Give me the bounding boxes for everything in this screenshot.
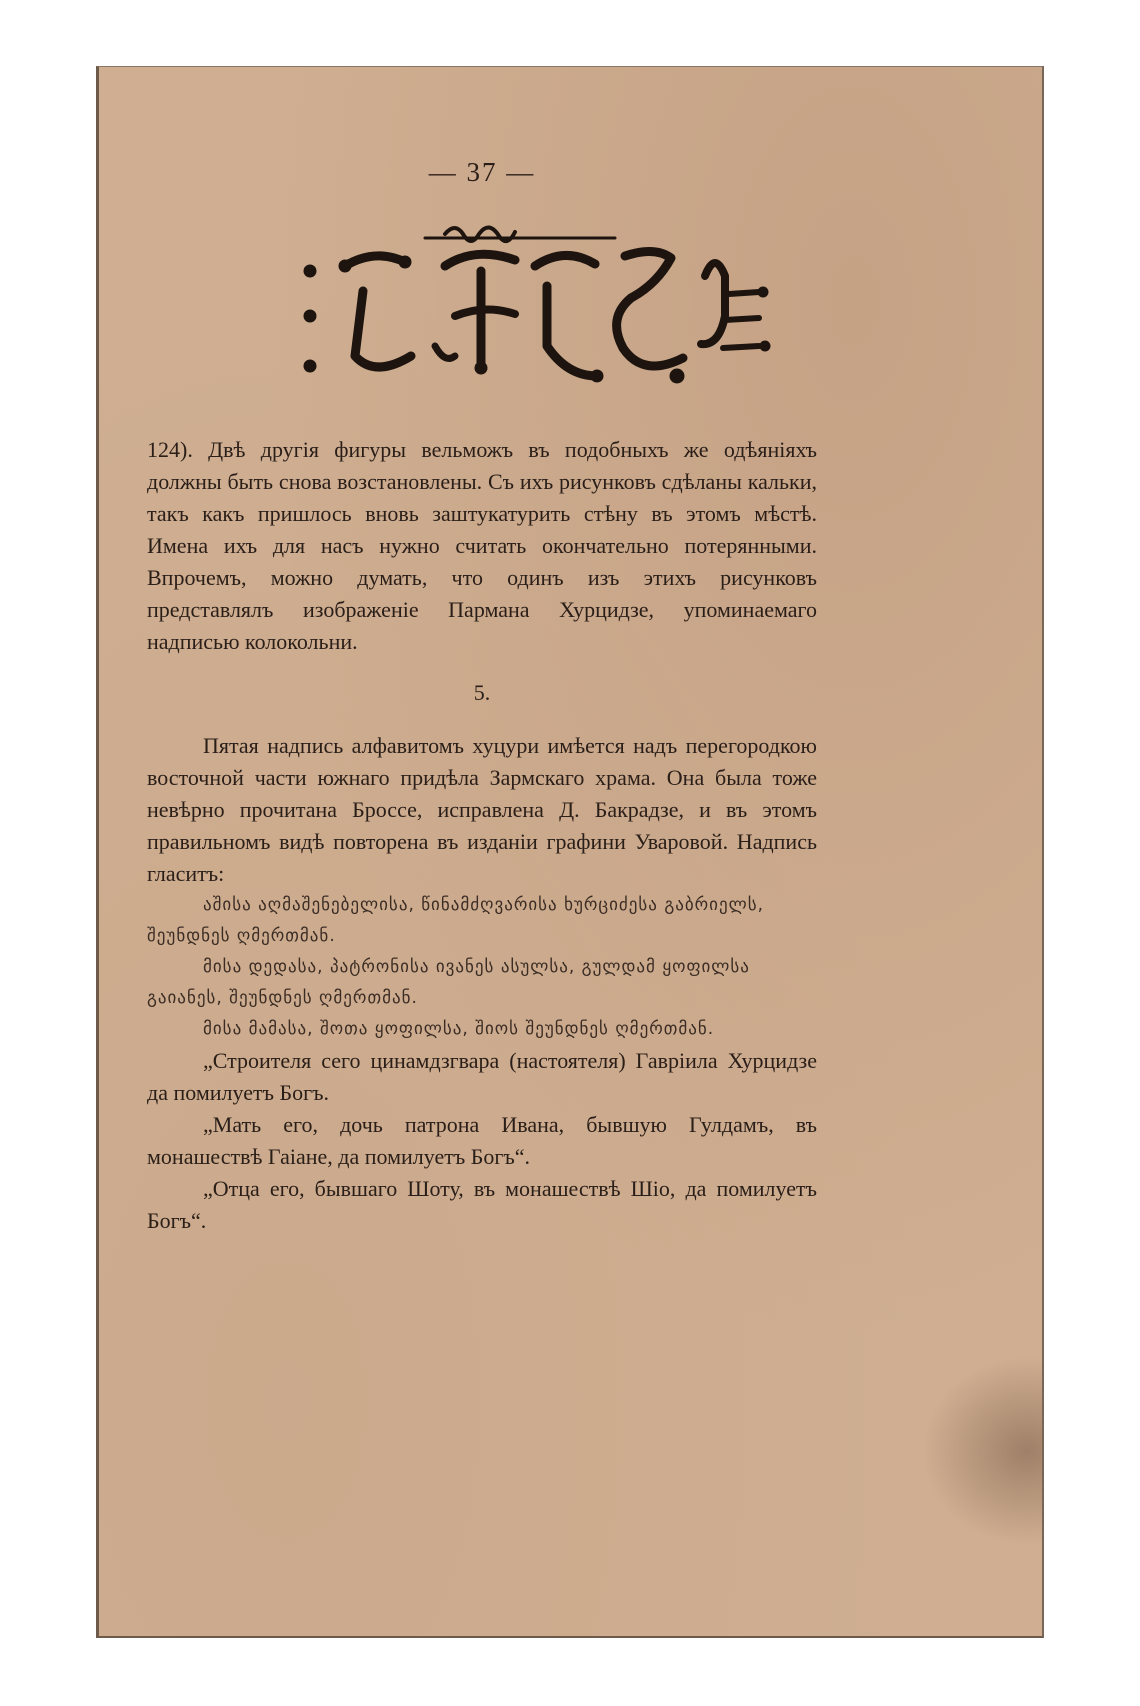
georgian-line-2: მისა დედასა, პატრონისა ივანეს ასულსა, გულდამ ყოფილსა გაიანეს, შეუნდნეს ღმერთმან. <box>147 957 750 1008</box>
paragraph-figures: 124). Двѣ другія фигуры вельможъ въ подобныхъ же одѣяніяхъ должны быть снова возстановлены. Съ ихъ рисунковъ сдѣланы кальки, такъ какъ пришлось вновь заштукатурить стѣну въ этомъ мѣстѣ. Имена ихъ для насъ нужно считать окончательно потерянными. Впрочемъ, можно думать, что одинъ изъ этихъ рисунковъ представлялъ изображеніе Пармана Хурцидзе, упоминаемаго надписью колокольни. <box>147 437 817 654</box>
section-number: 5. <box>473 680 491 705</box>
georgian-line-3: მისა მამასა, შოთა ყოფილსა, შიოს შეუნდნეს ღმერთმან. <box>203 1019 715 1039</box>
translation-1: „Строителя сего цинамдзгвара (настоятеля) Гавріила Хурцидзе да помилуетъ Богъ. <box>147 1048 817 1105</box>
scanned-page <box>96 66 1044 1638</box>
georgian-line-1: აშისა აღმაშენებელისა, წინამძღვარისა ხურციძესა გაბრიელს, შეუნდნეს ღმერთმან. <box>147 895 764 946</box>
khutsuri-inscription-drawing <box>285 216 785 426</box>
page-number: — 37 — <box>428 157 536 187</box>
translation-2: „Мать его, дочь патрона Ивана, бывшую Гулдамъ, въ монашествѣ Гаіане, да помилуетъ Богъ“. <box>147 1112 817 1169</box>
translation-3: „Отца его, бывшаго Шоту, въ монашествѣ Шіо, да помилуетъ Богъ“. <box>147 1176 817 1233</box>
page-content <box>147 157 817 1237</box>
thumb-shadow <box>922 1356 1044 1546</box>
paragraph-fifth-inscription: Пятая надпись алфавитомъ хуцури имѣется надъ перегородкою восточной части южнаго придѣла Зармскаго храма. Она была тоже невѣрно прочитана Броссе, исправлена Д. Бакрадзе, и въ этомъ правильномъ видѣ повторена въ изданіи графини Уваровой. Надпись гласитъ: <box>147 733 817 886</box>
